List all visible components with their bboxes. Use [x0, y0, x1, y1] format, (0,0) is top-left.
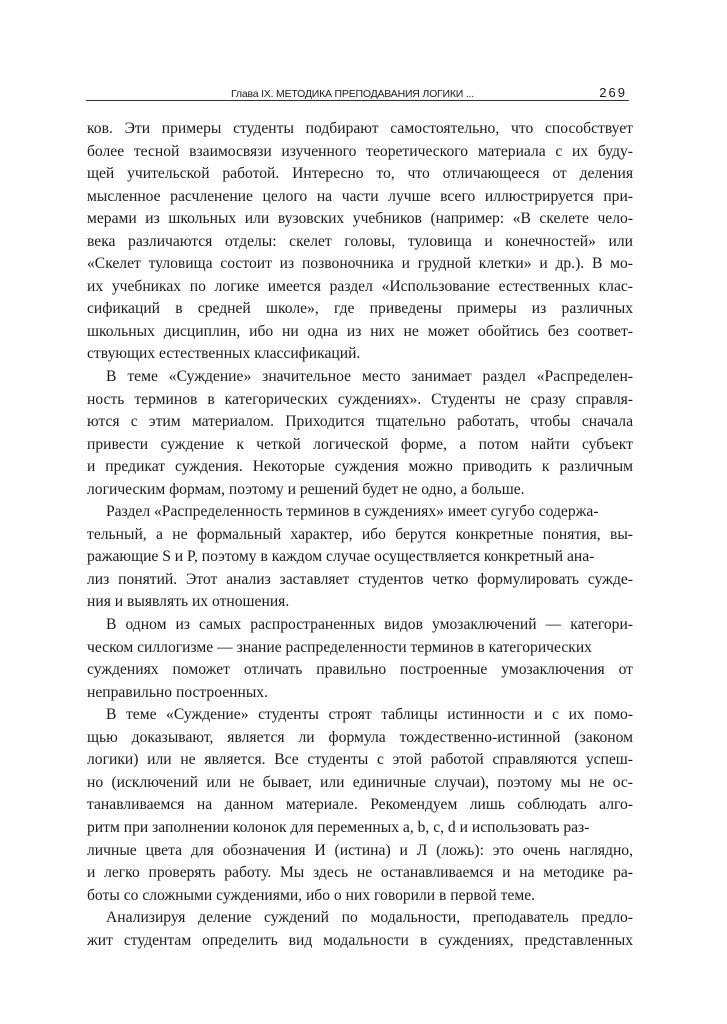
- text-line: неправильно построенных.: [87, 683, 268, 701]
- text-line: танавливаемся на данном материале. Рекомендуем лишь соблюдать алго-: [87, 796, 633, 814]
- running-header: [86, 80, 629, 101]
- text-line: личные цвета для обозначения И (истина) и Л (ложь): это очень наглядно,: [87, 841, 633, 859]
- text-line: В одном из самых распространенных видов умозаключений — категори-: [106, 616, 633, 634]
- text-line: В теме «Суждение» студенты строят таблицы истинности и с их помо-: [106, 706, 633, 724]
- page-number: 269: [599, 85, 627, 100]
- chapter-title: Глава IX. МЕТОДИКА ПРЕПОДАВАНИЯ ЛОГИКИ ...: [231, 88, 475, 100]
- text-line: но (исключений или не бывает, или единичные случаи), поэтому мы не ос-: [87, 773, 633, 791]
- text-line: ритм при заполнении колонок для переменных a, b, c, d и использовать раз-: [87, 818, 590, 836]
- text-line: сификаций в средней школе», где приведены примеры из различных: [87, 300, 633, 318]
- text-line: ков. Эти примеры студенты подбирают самостоятельно, что способствует: [87, 120, 633, 137]
- text-line: и легко проверять работу. Мы здесь не останавливаемся и на методике ра-: [87, 864, 633, 882]
- text-line: тельный, а не формальный характер, ибо берутся конкретные понятия, вы-: [87, 525, 633, 543]
- text-line: их учебниках по логике имеется раздел «Использование естественных клас-: [87, 277, 633, 295]
- text-line: щью доказывают, является ли формула тождественно-истинной (законом: [87, 728, 633, 746]
- body-text: [87, 118, 633, 952]
- text-line: логики) или не является. Все студенты с этой работой справляются успеш-: [87, 751, 633, 769]
- text-line: щей учительской работой. Интересно то, что отличающееся от деления: [87, 165, 633, 183]
- text-line: более тесной взаимосвязи изученного теоретического материала с их буду-: [87, 142, 633, 160]
- text-line: ются с этим материалом. Приходится тщательно работать, чтобы сначала: [87, 413, 633, 431]
- text-line: мерами из школьных или вузовских учебников (например: «В скелете чело-: [87, 210, 633, 228]
- text-line: жит студентам определить вид модальности в суждениях, представленных: [87, 931, 633, 949]
- text-line: Раздел «Распределенность терминов в суждениях» имеет сугубо содержа-: [106, 503, 599, 521]
- text-line: мысленное расчленение целого на части лучше всего иллюстрируется при-: [87, 187, 633, 205]
- text-line: В теме «Суждение» значительное место занимает раздел «Распределен-: [106, 368, 633, 386]
- text-line: ствующих естественных классификаций.: [87, 345, 361, 363]
- text-line: суждениях поможет отличать правильно построенные умозаключения от: [87, 661, 633, 679]
- text-line: ческом силлогизме — знание распределенности терминов в категорических: [87, 638, 592, 656]
- text-line: ность терминов в категорических суждениях». Студенты не сразу справля-: [87, 390, 633, 408]
- text-line: привести суждение к четкой логической форме, а потом найти субъект: [87, 435, 633, 453]
- text-line: боты со сложными суждениями, ибо о них говорили в первой теме.: [87, 886, 536, 904]
- text-line: лиз понятий. Этот анализ заставляет студентов четко формулировать сужде-: [87, 570, 633, 588]
- text-line: ражающие S и P, поэтому в каждом случае осуществляется конкретный ана-: [87, 548, 595, 566]
- text-line: логическим формам, поэтому и решений будет не одно, а больше.: [87, 480, 525, 498]
- text-line: «Скелет туловища состоит из позвоночника и грудной клетки» и др.). В мо-: [87, 255, 633, 273]
- text-line: ния и выявлять их отношения.: [87, 593, 290, 611]
- text-line: века различаются отделы: скелет головы, туловища и конечностей» или: [87, 232, 633, 250]
- text-line: школьных дисциплин, ибо ни одна из них не может обойтись без соответ-: [87, 322, 633, 340]
- text-line: Анализируя деление суждений по модальности, преподаватель предло-: [106, 909, 633, 927]
- text-line: и предикат суждения. Некоторые суждения можно приводить к различным: [87, 458, 633, 476]
